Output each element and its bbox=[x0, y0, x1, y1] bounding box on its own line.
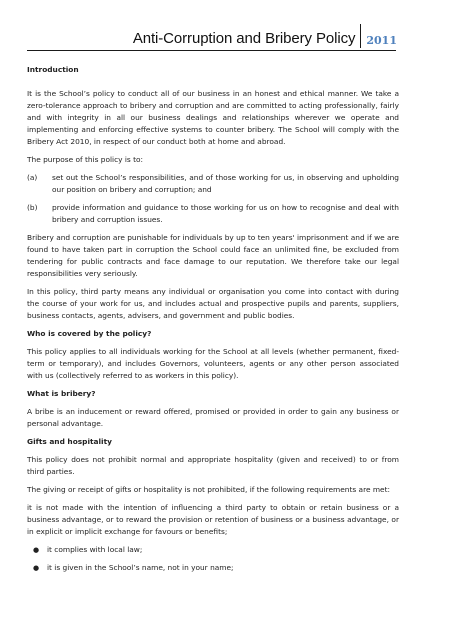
section-heading-introduction: Introduction bbox=[27, 65, 79, 74]
gifts-requirements-paragraph: The giving or receipt of gifts or hospitality is not prohibited, if the following requirements are met: bbox=[27, 485, 390, 494]
section-heading-bribery: What is bribery? bbox=[27, 389, 96, 398]
gifts-intent-paragraph: it is not made with the intention of influencing a third party to obtain or retain business or a business advantage, or to reward the provision or retention of business or a business advantage, or in explicit or implicit exchange for favours or benefits; bbox=[27, 503, 399, 536]
bullet-item bbox=[27, 544, 399, 556]
section-heading-gifts: Gifts and hospitality bbox=[27, 437, 112, 446]
list-item-label: (a) bbox=[27, 173, 38, 182]
covered-paragraph: This policy applies to all individuals working for the School at all levels (whether permanent, fixed-term or temporary), and includes Governors, volunteers, agents or any other person associated with us (collectively referred to as workers in this policy). bbox=[27, 347, 399, 380]
list-item-text: set out the School’s responsibilities, and of those working for us, in observing and upholding our position on bribery and corruption; and bbox=[52, 173, 399, 194]
bullet-text: it complies with local law; bbox=[47, 545, 143, 554]
list-item bbox=[27, 172, 399, 196]
purpose-paragraph: The purpose of this policy is to: bbox=[27, 155, 144, 164]
list-item bbox=[27, 202, 399, 226]
document-title: Anti-Corruption and Bribery Policy bbox=[132, 30, 356, 47]
section-heading-covered: Who is covered by the policy? bbox=[27, 329, 152, 338]
page-header bbox=[133, 26, 397, 48]
list-item-label: (b) bbox=[27, 203, 38, 212]
bullet-icon: ● bbox=[33, 546, 40, 554]
document-year: 2011 bbox=[366, 34, 397, 47]
penalties-paragraph: Bribery and corruption are punishable for individuals by up to ten years' imprisonment and if we are found to have taken part in corruption the School could face an unlimited fine, be excluded from tendering for public contracts and face damage to our reputation. We therefore take our legal responsibilities very seriously. bbox=[27, 233, 399, 278]
header-rule bbox=[27, 50, 396, 51]
list-item-text: provide information and guidance to those working for us on how to recognise and deal with bribery and corruption issues. bbox=[52, 203, 399, 224]
bullet-icon: ● bbox=[33, 564, 40, 572]
third-party-paragraph: In this policy, third party means any individual or organisation you come into contact with during the course of your work for us, and includes actual and prospective pupils and parents, suppliers, business contacts, agents, advisers, and government and public bodies. bbox=[27, 287, 399, 320]
intro-paragraph: It is the School’s policy to conduct all of our business in an honest and ethical manner. We take a zero-tolerance approach to bribery and corruption and are committed to acting professionally, fairly and with integrity in all our business dealings and relationships wherever we operate and implementing and enforcing effective systems to counter bribery. The School will comply with the Bribery Act 2010, in respect of our conduct both at home and abroad. bbox=[27, 89, 399, 146]
bullet-item bbox=[27, 562, 399, 574]
bullet-text: it is given in the School’s name, not in your name; bbox=[47, 563, 234, 572]
gifts-paragraph: This policy does not prohibit normal and appropriate hospitality (given and received) to or from third parties. bbox=[27, 455, 399, 476]
document-body bbox=[27, 64, 399, 574]
bribery-paragraph: A bribe is an inducement or reward offered, promised or provided in order to gain any business or personal advantage. bbox=[27, 407, 399, 428]
